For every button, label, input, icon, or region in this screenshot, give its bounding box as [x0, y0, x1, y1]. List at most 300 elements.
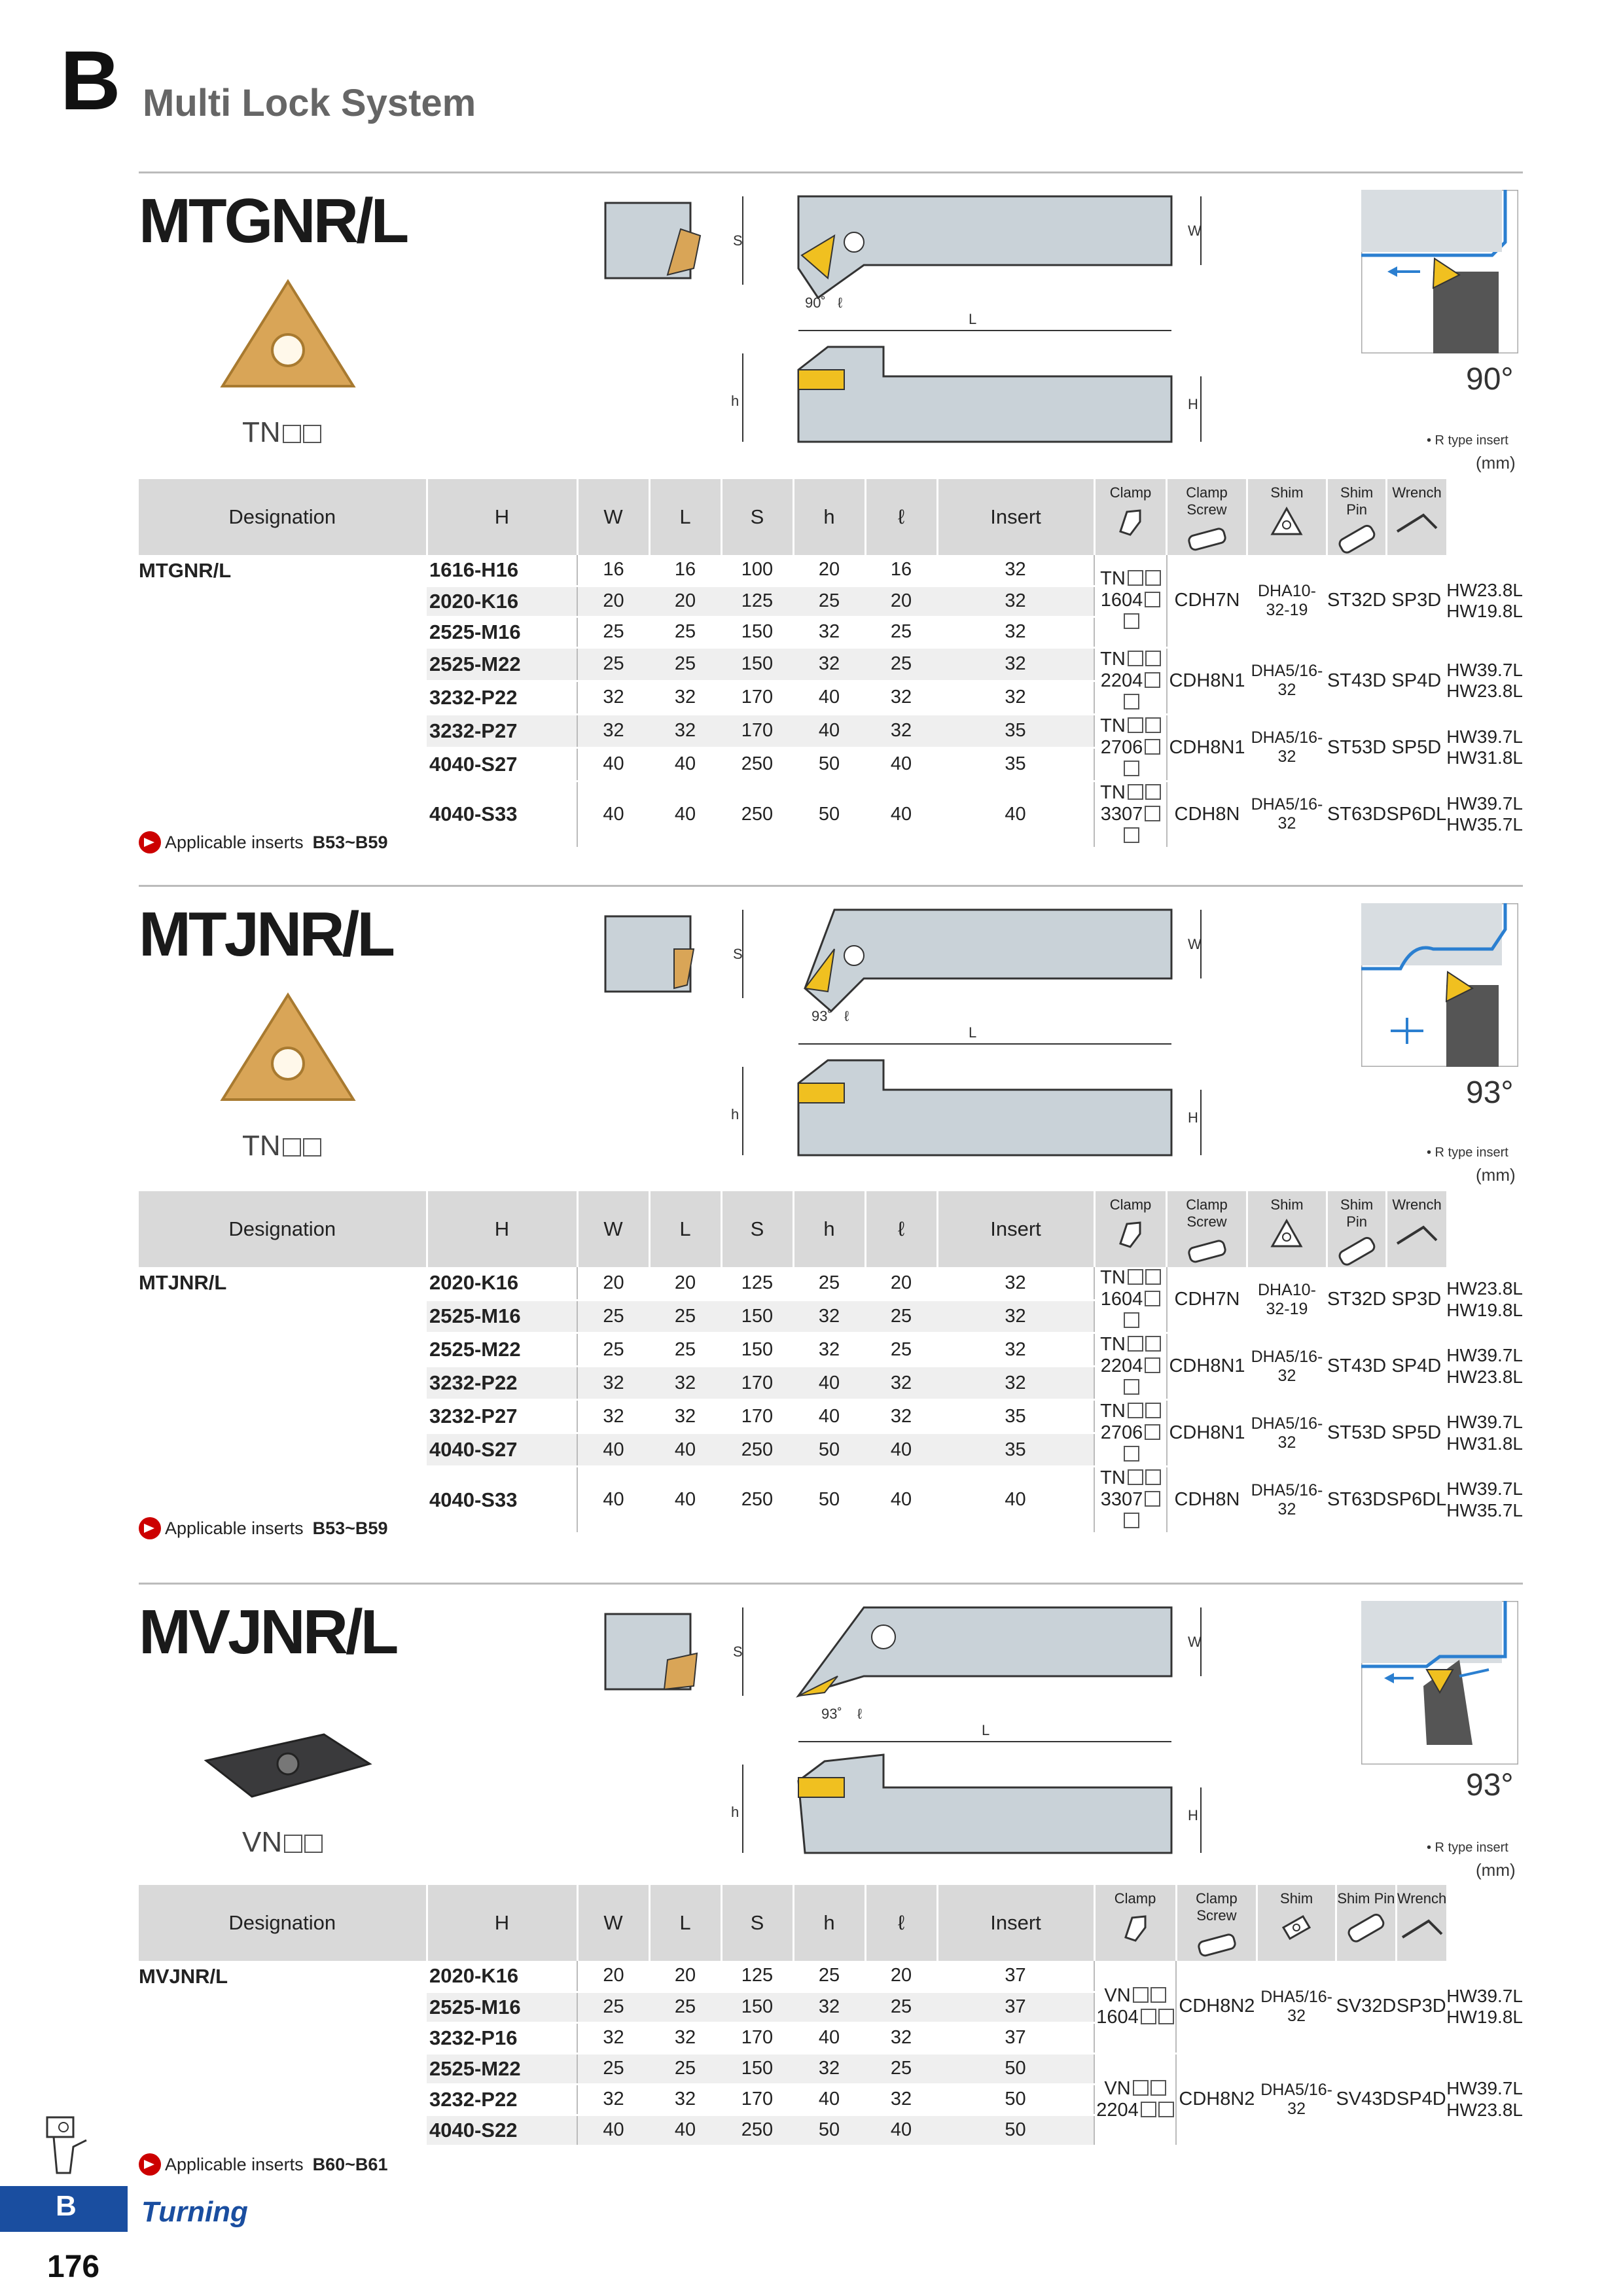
dim-value: 40	[793, 2084, 865, 2115]
series-name: MTJNR/L	[139, 1267, 427, 1300]
shim-code: SV43D	[1336, 2053, 1396, 2145]
series-name	[139, 747, 427, 781]
shim-pin-code: SP4D	[1386, 1333, 1446, 1400]
insert-image-tn	[216, 988, 360, 1106]
shim-code: ST53D	[1327, 714, 1387, 781]
dim-value: 32	[937, 1333, 1094, 1367]
designation-code: 4040-S33	[427, 781, 577, 848]
table-row	[139, 1333, 1523, 1367]
wrench-code: HW39.7L HW31.8L	[1446, 1400, 1523, 1467]
svg-text:H: H	[1188, 1109, 1198, 1126]
dim-value: 25	[865, 2053, 937, 2084]
dim-value: 16	[577, 555, 649, 586]
dim-value: 25	[577, 647, 649, 681]
shim-pin-code: SP4D	[1386, 647, 1446, 714]
insert-code: TN3307	[1094, 1467, 1167, 1534]
series-name	[139, 1433, 427, 1467]
approach-angle: 93°	[1466, 1768, 1514, 1803]
dim-value: 25	[865, 647, 937, 681]
col-l: L	[649, 1191, 721, 1267]
svg-text:L: L	[982, 1722, 990, 1738]
dim-value: 40	[649, 747, 721, 781]
col-clamp-screw: Clamp Screw	[1167, 479, 1247, 555]
designation-code: 3232-P16	[427, 2022, 577, 2053]
svg-text:S: S	[733, 1643, 743, 1660]
svg-text:h: h	[731, 1106, 740, 1122]
wrench-code: HW23.8L HW19.8L	[1446, 1267, 1523, 1333]
insert-type-note: • R type insert	[1427, 433, 1508, 448]
designation-code: 4040-S22	[427, 2115, 577, 2145]
dim-value: 35	[937, 1400, 1094, 1433]
dim-value: 250	[721, 1433, 793, 1467]
tool-dimension-diagram	[602, 1601, 1230, 1863]
col-h-upper: H	[427, 1191, 577, 1267]
dim-value: 40	[865, 781, 937, 848]
series-name: MVJNR/L	[139, 1961, 427, 1992]
dim-value: 250	[721, 1467, 793, 1534]
series-name	[139, 647, 427, 681]
col-h-upper: H	[427, 479, 577, 555]
clamp-code: CDH7N	[1167, 1267, 1247, 1333]
dim-value: 25	[865, 1992, 937, 2022]
dim-value: 40	[577, 1433, 649, 1467]
approach-angle: 90°	[1466, 362, 1514, 397]
insert-image-tn	[216, 275, 360, 393]
col-wrench: Wrench	[1396, 1885, 1446, 1961]
col-ell: ℓ	[865, 1191, 937, 1267]
dim-value: 25	[649, 1333, 721, 1367]
dim-value: 25	[577, 1300, 649, 1333]
col-shim: Shim	[1247, 1191, 1327, 1267]
clamp-screw-code: DHA5/16-32	[1247, 714, 1327, 781]
dim-value: 25	[649, 1300, 721, 1333]
dim-value: 20	[793, 555, 865, 586]
insert-code: VN2204	[1094, 2053, 1176, 2145]
spec-table-mvjnr	[139, 1885, 1523, 2147]
designation-code: 3232-P27	[427, 1400, 577, 1433]
shim-icon	[1270, 505, 1303, 538]
table-row	[139, 1961, 1523, 1992]
dim-value: 32	[937, 555, 1094, 586]
clamp-screw-code: DHA5/16-32	[1247, 647, 1327, 714]
col-designation: Designation	[139, 479, 427, 555]
insert-type-note: • R type insert	[1427, 1840, 1508, 1855]
section-tab-letter: B	[56, 2190, 77, 2222]
dim-value: 40	[793, 681, 865, 714]
svg-text:h: h	[731, 1804, 740, 1820]
dim-value: 25	[577, 617, 649, 647]
dim-value: 20	[649, 1961, 721, 1992]
series-name	[139, 2053, 427, 2084]
svg-text:ℓ: ℓ	[857, 1706, 863, 1722]
dim-value: 170	[721, 1400, 793, 1433]
series-name	[139, 1992, 427, 2022]
dim-value: 40	[577, 2115, 649, 2145]
dim-value: 50	[937, 2084, 1094, 2115]
dim-value: 40	[865, 2115, 937, 2145]
shim-code: ST43D	[1327, 1333, 1387, 1400]
arrow-icon	[139, 2153, 161, 2176]
clamp-code: CDH8N1	[1167, 1400, 1247, 1467]
tool-dimension-diagram	[602, 903, 1230, 1165]
dim-value: 50	[793, 1467, 865, 1534]
clamp-screw-code: DHA10-32-19	[1247, 555, 1327, 647]
dim-value: 170	[721, 2084, 793, 2115]
dim-value: 40	[793, 2022, 865, 2053]
shim-pin-icon	[1334, 1234, 1380, 1267]
series-name	[139, 2022, 427, 2053]
shim-code: ST43D	[1327, 647, 1387, 714]
col-clamp-screw: Clamp Screw	[1167, 1191, 1247, 1267]
series-name	[139, 714, 427, 747]
dim-value: 40	[937, 781, 1094, 848]
dim-value: 32	[937, 617, 1094, 647]
dim-value: 150	[721, 1333, 793, 1367]
clamp-icon	[1114, 1217, 1147, 1250]
dim-value: 20	[649, 586, 721, 617]
clamp-screw-code: DHA5/16-32	[1247, 1333, 1327, 1400]
designation-code: 2525-M16	[427, 617, 577, 647]
dim-value: 20	[865, 1267, 937, 1300]
clamp-code: CDH8N1	[1167, 647, 1247, 714]
col-shim-pin: Shim Pin	[1327, 479, 1387, 555]
col-designation: Designation	[139, 1885, 427, 1961]
dim-value: 37	[937, 1992, 1094, 2022]
insert-code: VN	[242, 1826, 323, 1859]
dim-value: 37	[937, 2022, 1094, 2053]
clamp-code: CDH8N	[1167, 781, 1247, 848]
col-h-upper: H	[427, 1885, 577, 1961]
dim-value: 32	[577, 1400, 649, 1433]
designation-code: 3232-P22	[427, 681, 577, 714]
clamp-screw-code: DHA10-32-19	[1247, 1267, 1327, 1333]
dim-value: 25	[865, 1333, 937, 1367]
col-ell: ℓ	[865, 1885, 937, 1961]
clamp-screw-code: DHA5/16-32	[1247, 1400, 1327, 1467]
svg-text:W: W	[1188, 936, 1202, 952]
designation-code: 2525-M16	[427, 1300, 577, 1333]
shim-icon	[1280, 1911, 1313, 1944]
dim-value: 25	[577, 1333, 649, 1367]
designation-code: 4040-S27	[427, 747, 577, 781]
product-title: MTJNR/L	[139, 899, 393, 969]
applicable-inserts[interactable]: Applicable inserts B53~B59	[139, 831, 387, 853]
col-insert: Insert	[937, 1885, 1094, 1961]
dim-value: 125	[721, 586, 793, 617]
dim-value: 32	[865, 2022, 937, 2053]
dim-value: 32	[937, 647, 1094, 681]
dim-value: 150	[721, 647, 793, 681]
dim-value: 20	[577, 586, 649, 617]
col-clamp-screw: Clamp Screw	[1176, 1885, 1257, 1961]
product-title: MTGNR/L	[139, 186, 407, 256]
designation-code: 2525-M22	[427, 647, 577, 681]
shim-pin-code: SP6DL	[1386, 1467, 1446, 1534]
clamp-code: CDH8N2	[1176, 2053, 1257, 2145]
col-h-lower: h	[793, 479, 865, 555]
clamp-screw-code: DHA5/16-32	[1257, 1961, 1336, 2053]
dim-value: 40	[577, 747, 649, 781]
dim-value: 32	[649, 1400, 721, 1433]
insert-code: TN2706	[1094, 714, 1167, 781]
wrench-code: HW39.7L HW23.8L	[1446, 647, 1523, 714]
dim-value: 32	[649, 2084, 721, 2115]
dim-value: 40	[793, 1367, 865, 1400]
designation-code: 3232-P27	[427, 714, 577, 747]
arrow-icon	[139, 831, 161, 853]
svg-text:S: S	[733, 232, 743, 249]
dim-value: 32	[793, 2053, 865, 2084]
dim-value: 25	[793, 1961, 865, 1992]
svg-text:W: W	[1188, 223, 1202, 239]
tool-dimension-diagram	[602, 190, 1230, 452]
insert-code: TN1604	[1094, 1267, 1167, 1333]
table-row	[139, 555, 1523, 586]
dim-value: 32	[577, 2084, 649, 2115]
dim-value: 20	[577, 1267, 649, 1300]
unit-label: (mm)	[1476, 1860, 1516, 1880]
dim-value: 32	[649, 681, 721, 714]
dim-value: 32	[793, 1333, 865, 1367]
designation-code: 4040-S27	[427, 1433, 577, 1467]
shim-pin-code: SP3D	[1396, 1961, 1446, 2053]
insert-type-note: • R type insert	[1427, 1145, 1508, 1160]
col-clamp: Clamp	[1094, 479, 1167, 555]
dim-value: 16	[865, 555, 937, 586]
col-shim-pin: Shim Pin	[1327, 1191, 1387, 1267]
dim-value: 25	[649, 617, 721, 647]
turning-tool-icon	[41, 2111, 99, 2183]
dim-value: 150	[721, 617, 793, 647]
shim-pin-code: SP3D	[1386, 555, 1446, 647]
dim-value: 32	[937, 1367, 1094, 1400]
applicable-inserts[interactable]: Applicable inserts B53~B59	[139, 1517, 387, 1539]
divider	[139, 885, 1523, 887]
screw-icon	[1184, 1234, 1230, 1267]
dim-value: 40	[865, 1467, 937, 1534]
shim-pin-code: SP5D	[1386, 714, 1446, 781]
spec-table-mtgnr	[139, 479, 1523, 849]
svg-text:L: L	[969, 1024, 977, 1041]
dim-value: 25	[793, 586, 865, 617]
clamp-code: CDH8N2	[1176, 1961, 1257, 2053]
designation-code: 3232-P22	[427, 1367, 577, 1400]
dim-value: 32	[577, 1367, 649, 1400]
dim-value: 32	[793, 617, 865, 647]
shim-code: ST32D	[1327, 555, 1387, 647]
dim-value: 25	[793, 1267, 865, 1300]
dim-value: 40	[577, 781, 649, 848]
shim-code: ST63D	[1327, 781, 1387, 848]
svg-text:ℓ: ℓ	[838, 295, 843, 311]
shim-pin-icon	[1343, 1911, 1389, 1944]
table-row	[139, 647, 1523, 681]
col-l: L	[649, 1885, 721, 1961]
dim-value: 32	[577, 714, 649, 747]
divider	[139, 171, 1523, 173]
dim-value: 50	[937, 2053, 1094, 2084]
table-row	[139, 1267, 1523, 1300]
shim-code: SV32D	[1336, 1961, 1396, 2053]
page-number: 176	[47, 2250, 100, 2284]
unit-label: (mm)	[1476, 1165, 1516, 1185]
dim-value: 150	[721, 2053, 793, 2084]
dim-value: 32	[865, 681, 937, 714]
dim-value: 40	[865, 1433, 937, 1467]
dim-value: 170	[721, 2022, 793, 2053]
shim-pin-code: SP5D	[1386, 1400, 1446, 1467]
dim-value: 40	[649, 1433, 721, 1467]
dim-value: 16	[649, 555, 721, 586]
insert-code: VN1604	[1094, 1961, 1176, 2053]
svg-text:H: H	[1188, 1807, 1198, 1823]
shim-pin-code: SP6DL	[1386, 781, 1446, 848]
screw-icon	[1194, 1928, 1240, 1961]
clamp-screw-code: DHA5/16-32	[1247, 781, 1327, 848]
dim-value: 35	[937, 1433, 1094, 1467]
series-name	[139, 617, 427, 647]
dim-value: 35	[937, 747, 1094, 781]
dim-value: 32	[865, 714, 937, 747]
applicable-inserts[interactable]: Applicable inserts B60~B61	[139, 2153, 387, 2176]
wrench-icon	[1399, 1911, 1445, 1944]
svg-text:93˚: 93˚	[812, 1008, 832, 1024]
designation-code: 2020-K16	[427, 1267, 577, 1300]
dim-value: 32	[793, 647, 865, 681]
col-l: L	[649, 479, 721, 555]
page-title: Multi Lock System	[143, 82, 476, 124]
clamp-code: CDH8N1	[1167, 1333, 1247, 1400]
unit-label: (mm)	[1476, 453, 1516, 473]
dim-value: 170	[721, 1367, 793, 1400]
dim-value: 32	[937, 1300, 1094, 1333]
svg-text:93˚: 93˚	[821, 1706, 842, 1722]
table-row	[139, 1400, 1523, 1433]
dim-value: 150	[721, 1992, 793, 2022]
dim-value: 32	[649, 2022, 721, 2053]
insert-code: TN1604	[1094, 555, 1167, 647]
dim-value: 25	[865, 617, 937, 647]
designation-code: 2020-K16	[427, 1961, 577, 1992]
dim-value: 32	[577, 681, 649, 714]
col-insert: Insert	[937, 1191, 1094, 1267]
clamp-icon	[1114, 505, 1147, 538]
dim-value: 20	[577, 1961, 649, 1992]
designation-code: 2020-K16	[427, 586, 577, 617]
spec-table-mtjnr	[139, 1191, 1523, 1534]
wrench-code: HW39.7L HW35.7L	[1446, 781, 1523, 848]
dim-value: 35	[937, 714, 1094, 747]
dim-value: 32	[649, 714, 721, 747]
shim-code: ST63D	[1327, 1467, 1387, 1534]
shim-code: ST53D	[1327, 1400, 1387, 1467]
col-h-lower: h	[793, 1885, 865, 1961]
col-wrench: Wrench	[1386, 479, 1446, 555]
dim-value: 250	[721, 781, 793, 848]
dim-value: 170	[721, 681, 793, 714]
series-name	[139, 1300, 427, 1333]
approach-angle: 93°	[1466, 1075, 1514, 1110]
wrench-code: HW39.7L HW31.8L	[1446, 714, 1523, 781]
designation-code: 2525-M16	[427, 1992, 577, 2022]
machining-direction-diagram	[1361, 1601, 1518, 1765]
screw-icon	[1184, 522, 1230, 555]
designation-code: 1616-H16	[427, 555, 577, 586]
series-name	[139, 1367, 427, 1400]
dim-value: 32	[865, 2084, 937, 2115]
machining-direction-diagram	[1361, 903, 1518, 1067]
clamp-code: CDH7N	[1167, 555, 1247, 647]
dim-value: 40	[937, 1467, 1094, 1534]
svg-text:90˚: 90˚	[805, 295, 826, 311]
dim-value: 25	[577, 1992, 649, 2022]
svg-text:S: S	[733, 946, 743, 962]
dim-value: 250	[721, 747, 793, 781]
col-w: W	[577, 479, 649, 555]
col-s: S	[721, 479, 793, 555]
dim-value: 125	[721, 1267, 793, 1300]
clamp-screw-code: DHA5/16-32	[1247, 1467, 1327, 1534]
dim-value: 150	[721, 1300, 793, 1333]
series-name	[139, 586, 427, 617]
series-name	[139, 681, 427, 714]
col-w: W	[577, 1191, 649, 1267]
col-w: W	[577, 1885, 649, 1961]
series-name	[139, 1400, 427, 1433]
dim-value: 32	[865, 1400, 937, 1433]
dim-value: 32	[937, 586, 1094, 617]
dim-value: 37	[937, 1961, 1094, 1992]
col-insert: Insert	[937, 479, 1094, 555]
svg-text:W: W	[1188, 1634, 1202, 1650]
designation-code: 3232-P22	[427, 2084, 577, 2115]
series-name	[139, 2115, 427, 2145]
shim-icon	[1270, 1217, 1303, 1250]
dim-value: 32	[793, 1992, 865, 2022]
dim-value: 50	[793, 2115, 865, 2145]
col-clamp: Clamp	[1094, 1885, 1176, 1961]
dim-value: 32	[865, 1367, 937, 1400]
dim-value: 50	[937, 2115, 1094, 2145]
insert-image-vn	[200, 1728, 376, 1806]
dim-value: 50	[793, 781, 865, 848]
col-s: S	[721, 1191, 793, 1267]
dim-value: 25	[649, 1992, 721, 2022]
designation-code: 2525-M22	[427, 1333, 577, 1367]
clamp-code: CDH8N	[1167, 1467, 1247, 1534]
wrench-code: HW39.7L HW23.8L	[1446, 1333, 1523, 1400]
dim-value: 25	[865, 1300, 937, 1333]
col-clamp: Clamp	[1094, 1191, 1167, 1267]
wrench-code: HW39.7L HW35.7L	[1446, 1467, 1523, 1534]
col-s: S	[721, 1885, 793, 1961]
table-row	[139, 2053, 1523, 2084]
dim-value: 25	[577, 2053, 649, 2084]
dim-value: 20	[649, 1267, 721, 1300]
dim-value: 125	[721, 1961, 793, 1992]
designation-code: 4040-S33	[427, 1467, 577, 1534]
insert-code: TN3307	[1094, 781, 1167, 848]
insert-code: TN	[242, 1130, 321, 1162]
col-shim-pin: Shim Pin	[1336, 1885, 1396, 1961]
dim-value: 40	[793, 714, 865, 747]
arrow-icon	[139, 1517, 161, 1539]
col-designation: Designation	[139, 1191, 427, 1267]
svg-text:L: L	[969, 311, 977, 327]
dim-value: 25	[649, 2053, 721, 2084]
shim-pin-code: SP4D	[1396, 2053, 1446, 2145]
svg-text:H: H	[1188, 396, 1198, 412]
